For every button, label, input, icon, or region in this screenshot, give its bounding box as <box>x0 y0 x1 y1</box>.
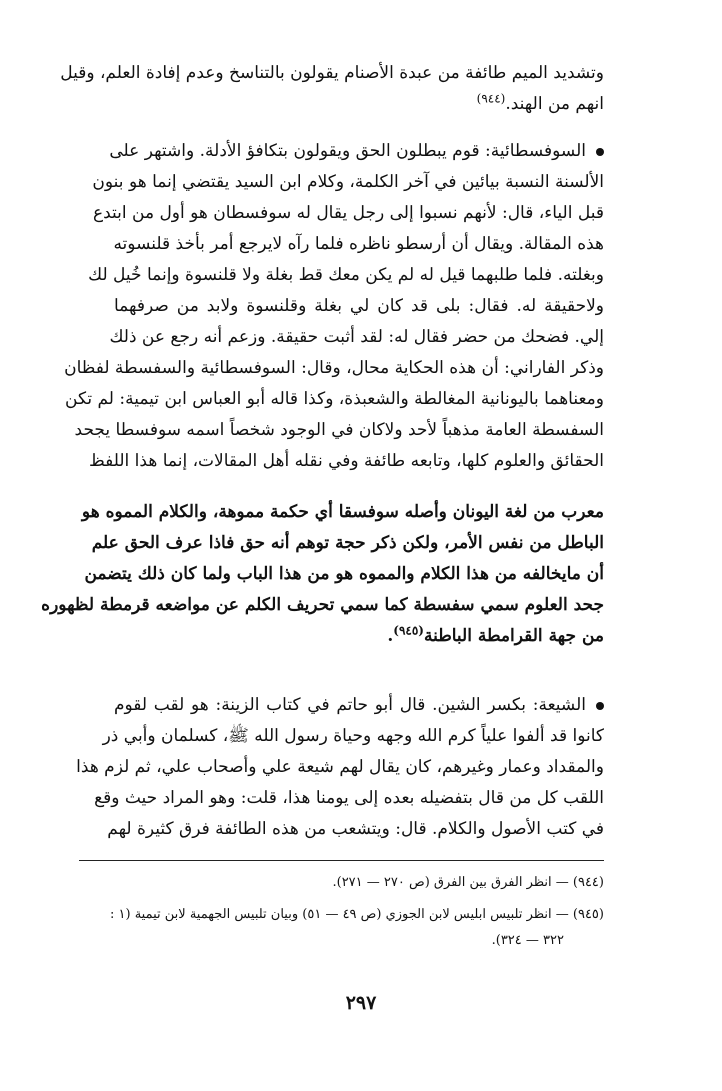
text-line: كانوا قد ألفوا علياً كرم الله وجهه وحياة رسول الله ﷺ، كسلمان وأبي ذر <box>102 726 604 746</box>
text-line: الحقائق والعلوم كلها، وتابعه طائفة وفي نقله أهل المقالات، إنما هذا اللفظ <box>89 451 604 471</box>
text-line: في كتب الأصول والكلام. قال: ويتشعب من هذه الطائفة فرق كثيرة لهم <box>107 819 604 839</box>
footnote-945: (٩٤٥) — انظر تلبيس ابليس لابن الجوزي (ص ٤٩ — ٥١) وبيان تلبيس الجهمية لابن تيمية (١ : <box>109 907 604 922</box>
text-line: اللقب كل من قال بتفضيله بعده إلى يومنا هذا، قلت: وهو المراد حيث وقع <box>94 788 604 808</box>
text-line: معرب من لغة اليونان وأصله سوفسقا أي حكمة مموهة، والكلام المموه هو <box>81 502 604 522</box>
text-span: من جهة القرامطة الباطنة <box>423 626 604 646</box>
paragraph-shia <box>76 690 604 845</box>
paragraph-sophists <box>64 136 604 477</box>
text-line <box>109 136 604 167</box>
page-number: ٢٩٧ <box>345 992 377 1014</box>
footnote-944: (٩٤٤) — انظر الفرق بين الفرق (ص ٢٧٠ — ٢٧١). <box>332 875 604 890</box>
text-line: أن مايخالفه من هذا الكلام والمموه هو من هذا الباب ولما كان ذلك يتضمن <box>84 564 604 584</box>
text-line: الباطل من نفس الأمر، ولكن ذكر حجة توهم أنه حق فاذا عرف الحق علم <box>91 533 604 553</box>
footnote-ref-945: (٩٤٥) <box>393 623 424 638</box>
text-line: الألسنة النسبة بيائين في آخر الكلمة، وكلام ابن السيد يقتضي إنما هو بنون <box>92 172 604 192</box>
text-line <box>114 89 604 120</box>
text-line: جحد العلوم سمي سفسطة كما سمي تحريف الكلم عن مواضعه قرمطة لظهوره <box>41 595 604 615</box>
paragraph-sophists-bold <box>41 497 604 652</box>
text-line <box>114 621 604 652</box>
text-line <box>114 690 604 721</box>
text-line: قبل الياء، قال: لأنهم نسبوا إلى رجل يقال له سوفسطان هو أول من ابتدع <box>92 203 604 223</box>
bullet-icon <box>596 702 604 710</box>
period: . <box>387 626 394 646</box>
bullet-icon <box>596 148 604 156</box>
text-line: السفسطة العامة مذهباً لأحد ولاكان في الوجود شخصاً اسمه سوفسطا يجحد <box>74 420 604 440</box>
text-line: وبغلته. فلما طلبهما قيل له لم يكن معك قط بغلة ولا قلنسوة وإنما خُيل لك <box>88 265 604 285</box>
text-span: السوفسطائية: قوم يبطلون الحق ويقولون بتكافؤ الأدلة. واشتهر على <box>109 141 586 161</box>
text-line: ولاحقيقة له. فقال: بلى قد كان لي بغلة وقلنسوة ولابد من صرفهما <box>114 296 604 316</box>
text-line: إلي. فضحك من حضر فقال له: لقد أثبت حقيقة. وزعم أنه رجع عن ذلك <box>109 327 604 347</box>
text-line: والمقداد وعمار وغيرهم، كان يقال لهم شيعة علي وأصحاب علي، ثم لزم هذا <box>76 757 604 777</box>
footnotes <box>79 870 604 954</box>
text-span: الشيعة: بكسر الشين. قال أبو حاتم في كتاب الزينة: هو لقب لقوم <box>114 695 586 715</box>
footnote-divider <box>79 860 604 861</box>
text-span: انهم من الهند. <box>505 94 604 114</box>
footnote-945-continued: ٣٢٢ — ٣٢٤). <box>491 933 564 948</box>
text-line: هذه المقالة. ويقال أن أرسطو ناظره فلما رآه لايرجع أمر بأخذ قلنسوته <box>113 234 604 254</box>
text-line: وتشديد الميم طائفة من عبدة الأصنام يقولون بالتناسخ وعدم إفادة العلم، وقيل <box>60 63 604 83</box>
paragraph-1 <box>60 58 604 120</box>
text-line: وذكر الفاراني: أن هذه الحكاية محال، وقال: السوفسطائية والسفسطة لفظان <box>64 358 604 378</box>
text-line: ومعناهما باليونانية المغالطة والشعبذة، وكذا قاله أبو العباس ابن تيمية: لم تكن <box>65 389 604 409</box>
footnote-ref-944: (٩٤٤) <box>476 91 506 106</box>
